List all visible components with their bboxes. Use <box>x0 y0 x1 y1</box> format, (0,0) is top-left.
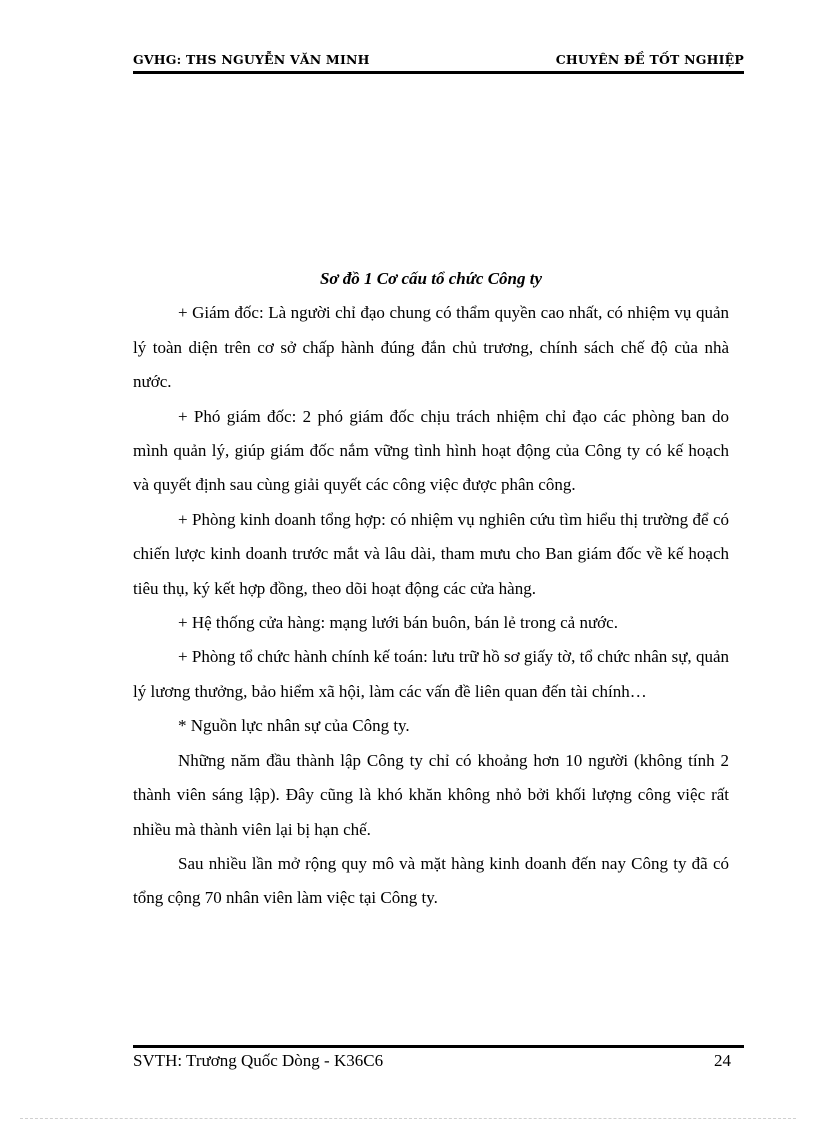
paragraph-deputy-director: + Phó giám đốc: 2 phó giám đốc chịu trách nhiệm chỉ đạo các phòng ban do mình quản lý, giúp giám đốc nắm vững tình hình hoạt động của Công ty có kế hoạch và quyết định sau cùng giải quyết các công việc được phân công. <box>133 406 729 495</box>
figure-caption: Sơ đồ 1 Cơ cấu tổ chức Công ty <box>319 269 543 288</box>
page-edge-divider <box>20 1118 796 1119</box>
page-footer <box>133 1051 731 1075</box>
paragraph-store-system: + Hệ thống cửa hàng: mạng lưới bán buôn, bán lẻ trong cả nước. <box>178 613 618 633</box>
paragraph-early-years: Những năm đầu thành lập Công ty chỉ có khoảng hơn 10 người (không tính 2 thành viên sáng lập). Đây cũng là khó khăn không nhỏ bởi khối lượng công việc rất nhiều mà thành viên lại bị hạn chế. <box>133 750 729 839</box>
page-number: 24 <box>714 1051 731 1070</box>
paragraph-current-staff: Sau nhiều lần mở rộng quy mô và mặt hàng kinh doanh đến nay Công ty đã có tổng cộng 70 nhân viên làm việc tại Công ty. <box>133 853 729 908</box>
footer-divider <box>133 1045 744 1048</box>
paragraph-director: + Giám đốc: Là người chỉ đạo chung có thẩm quyền cao nhất, có nhiệm vụ quản lý toàn diện trên cơ sở chấp hành đúng đắn chủ trương, chính sách chế độ của nhà nước. <box>133 303 729 392</box>
page-body <box>133 262 729 916</box>
header-divider <box>133 71 744 74</box>
page-header <box>133 52 744 70</box>
footer-student: SVTH: Trương Quốc Dòng - K36C6 <box>133 1051 384 1070</box>
paragraph-human-resources-heading: * Nguồn lực nhân sự của Công ty. <box>178 716 410 736</box>
header-advisor: GVHG: THS NGUYỄN VĂN MINH <box>133 52 370 67</box>
paragraph-business-department: + Phòng kinh doanh tổng hợp: có nhiệm vụ nghiên cứu tìm hiểu thị trường để có chiến lược kinh doanh trước mắt và lâu dài, tham mưu cho Ban giám đốc về kế hoạch tiêu thụ, ký kết hợp đồng, theo dõi hoạt động các cửa hàng. <box>133 509 729 598</box>
paragraph-admin-accounting: + Phòng tổ chức hành chính kế toán: lưu trữ hồ sơ giấy tờ, tổ chức nhân sự, quản lý lương thưởng, bảo hiểm xã hội, làm các vấn đề liên quan đến tài chính… <box>133 647 729 701</box>
header-document-type: CHUYÊN ĐỀ TỐT NGHIỆP <box>555 52 744 67</box>
